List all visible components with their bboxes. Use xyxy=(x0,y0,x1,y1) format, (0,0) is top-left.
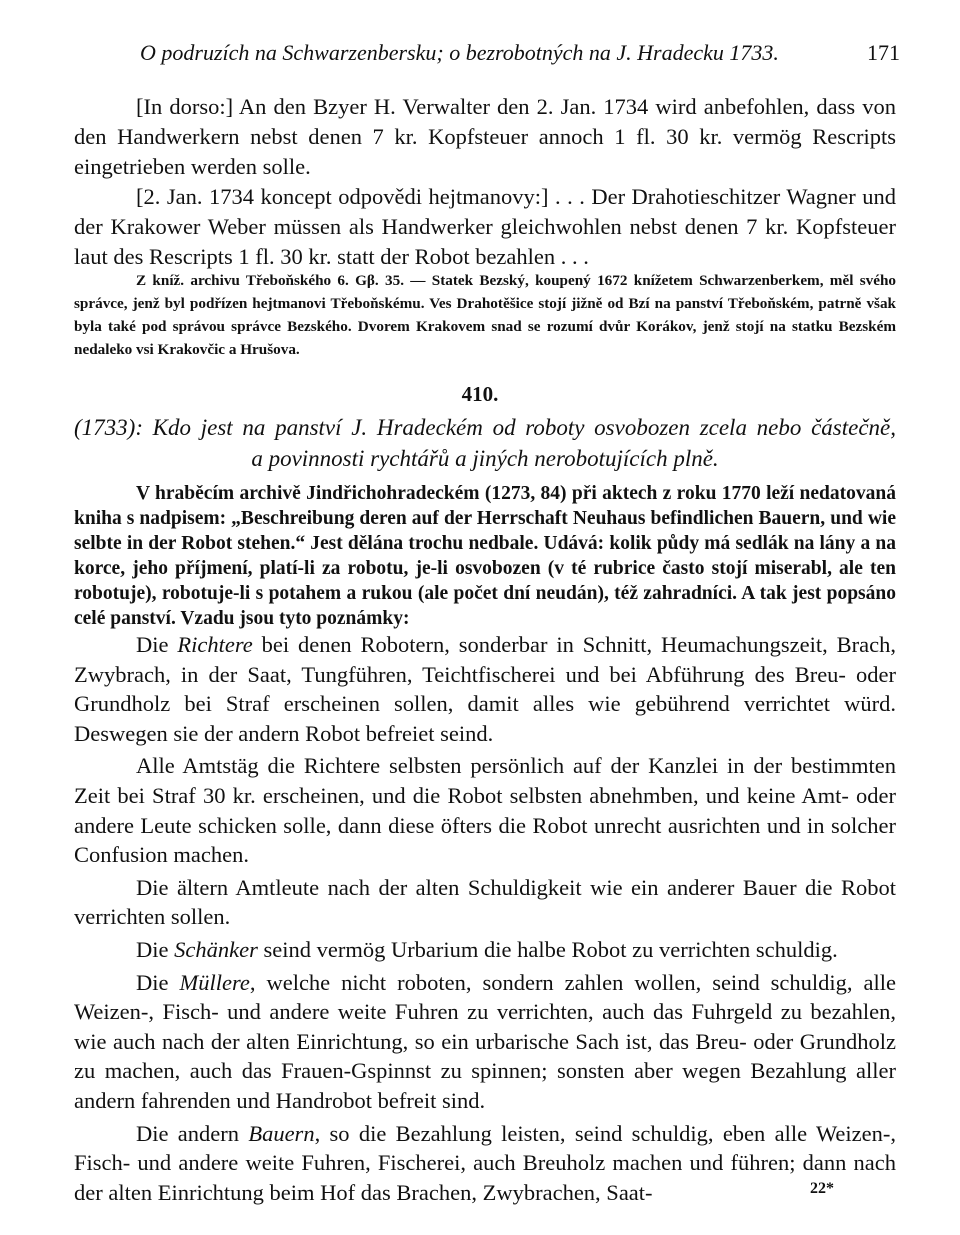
paragraph-amtleute: Die ältern Amtleute nach der alten Schuldigkeit wie ein anderer Bauer die Robot verrichten sollen. xyxy=(74,874,896,930)
previous-entry-text xyxy=(74,92,896,272)
entry-number: 410. xyxy=(461,382,499,406)
paragraph-richtere: Die Richtere bei denen Robotern, sonderbar in Schnitt, Heumachungszeit, Brach, Zwybrach, in der Saat, Tungführen, Teichtfischerei und bei Abführung des Breu- oder Grundholz bei Straf erscheinen sollen, damit alles wie gebührend verrichtet würd. Deswegen sie der andern Robot befreiet seind. xyxy=(74,632,896,746)
paragraph-schaenker: Die Schänker seind vermög Urbarium die halbe Robot zu verrichten schuldig. xyxy=(136,936,838,962)
czech-introduction: V hraběcím archivě Jindřichohradeckém (1273, 84) při aktech z roku 1770 leží nedatovaná kniha s nadpisem: „Beschreibung deren auf der Herrschaft Neuhaus befindlichen Bauern, und wie selbte in der Robot stehen.“ Jest dělána trochu nedbale. Udává: kolik půdy má sedlák na lány a na korce, jeho příjmení, platí-li za robotu, je-li osvobozen (v té rubrice často stojí miserabl, ale ten robotuje), robotuje-li s potahem a rukou (ale počet dní neudán), též zahradníci. A tak jest popsáno celé panství. Vzadu jsou tyto poznámky: xyxy=(74,483,896,629)
archival-note xyxy=(74,269,896,361)
entry-title-line-1: (1733): Kdo jest na panství J. Hradeckém od roboty osvobozen zcela nebo částečně, xyxy=(74,415,896,440)
page-header xyxy=(140,40,900,66)
entry-title-line-2: a povinnosti rychtářů a jiných nerobotujících plně. xyxy=(251,446,719,471)
signature-mark: 22* xyxy=(810,1180,834,1197)
dorso-paragraph: [In dorso:] An den Bzyer H. Verwalter den 2. Jan. 1734 wird anbefohlen, dass von den Handwerkern nebst denen 7 kr. Kopfsteuer annoch 1 fl. 30 kr. vermög Rescripts eingetrieben werden solle. xyxy=(74,94,896,179)
entry-title xyxy=(74,412,896,474)
paragraph-bauern: Die andern Bauern, so die Bezahlung leisten, seind schuldig, eben alle Weizen-, Fisch- und andere weite Fuhren, Fischerei, auch Breuholz machen und führen; dann nach der alten Einrichtung beim Hof das Brachen, Zwybrachen, Saat- xyxy=(74,1120,896,1205)
page-number: 171 xyxy=(867,40,900,65)
koncept-paragraph: [2. Jan. 1734 koncept odpovědi hejtmanovy:] . . . Der Drahotieschitzer Wagner und der Krakower Weber müssen als Handwerker gleichwohlen nebst denen 7 kr. Kopfsteuer laut des Rescripts 1 fl. 30 kr. statt der Robot bezahlen . . . xyxy=(74,184,896,269)
archival-note-text: Z kníž. archivu Třeboňského 6. Gβ. 35. — Statek Bezský, koupený 1672 knížetem Schwarzenberkem, měl svého správce, jenž byl podřízen hejtmanovi Třeboňskému. Ves Drahotěšice stojí jižně od Bzí na panství Třeboňském, patrně však byla také pod správou správce Bezského. Dvorem Krakovem snad se rozumí dvůr Korákov, jenž stojí na statku Bezském nedaleko vsi Krakovčic a Hrušova. xyxy=(74,272,896,358)
german-text xyxy=(74,630,896,1210)
running-title: O podruzích na Schwarzenbersku; o bezrobotných na J. Hradecku 1733. xyxy=(140,40,779,65)
paragraph-muellere: Die Müllere, welche nicht roboten, sondern zahlen wollen, seind schuldig, alle Weizen-, Fisch- und andere weite Fuhren zu verrichten, auch das Fuhrgeld zu bezahlen, wie auch nach der alten Einrichtung, so ein urbarische Sach ist, das Breu- oder Grundholz zu machen, auch das Frauen-Gspinnst zu spinnen; sonsten aber wegen Bezahlung aller andern fahrenden und Handrobot befreit sind. xyxy=(74,969,896,1113)
paragraph-amtstaeg: Alle Amtstäg die Richtere selbsten persönlich auf der Kanzlei in der bestimmten Zeit bei Straf 30 kr. erscheinen, und die Robot selbsten abnehmben, und keine Amt- oder andere Leute schicken solle, dann diese öfters die Robot unrecht ausrichten und in solcher Confusion machen. xyxy=(74,753,896,868)
